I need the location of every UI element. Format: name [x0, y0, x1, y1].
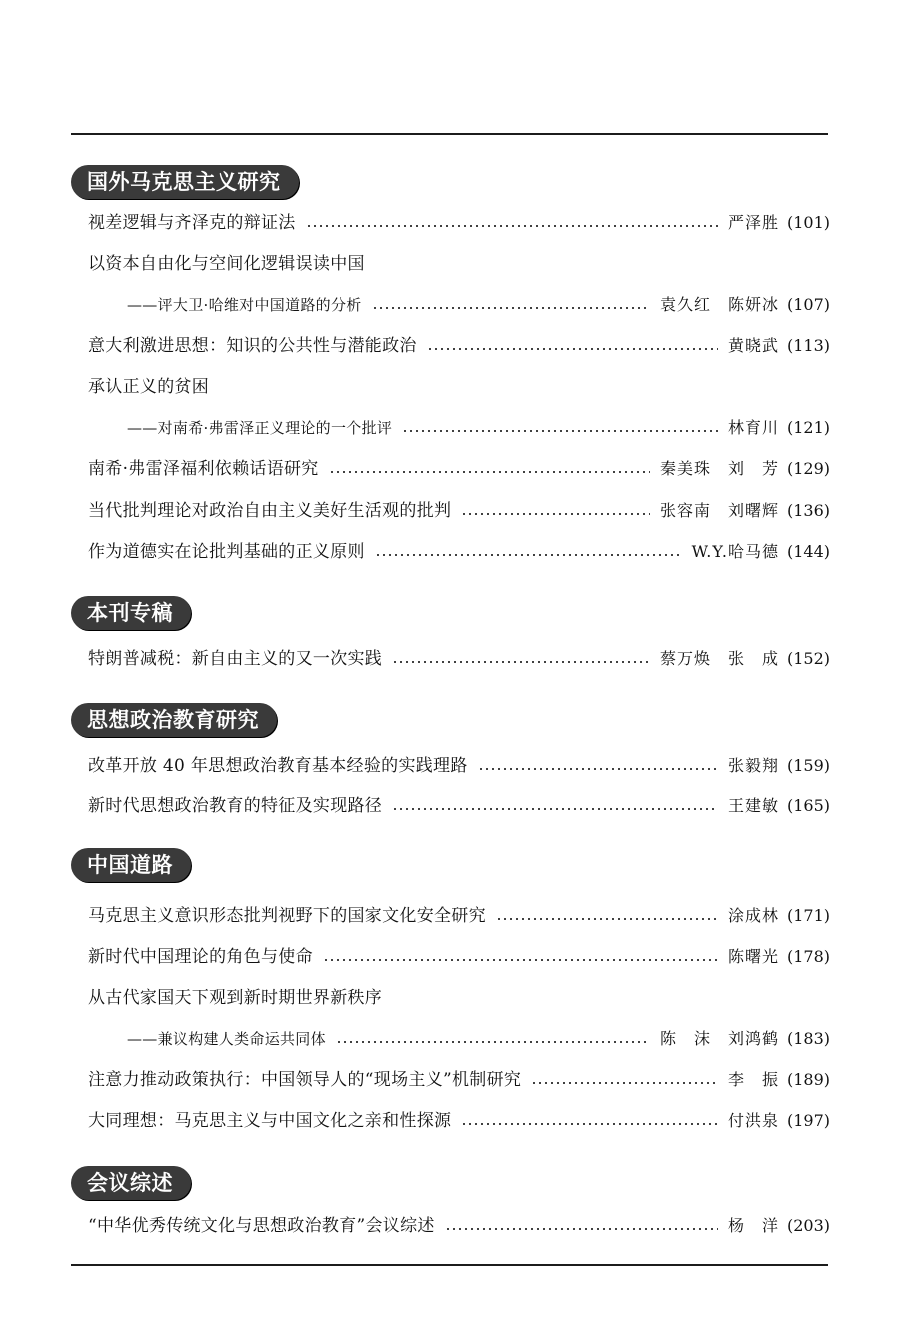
dot-leader [392, 661, 650, 663]
dot-leader [329, 471, 650, 473]
entry-author: 严泽胜 [727, 213, 779, 232]
section-tag-china-road: 中国道路 [71, 848, 191, 882]
entry-author: 蔡万焕 张 成 [659, 649, 779, 668]
dot-leader [478, 768, 718, 770]
entry-subtitle: ——兼议构建人类命运共同体 [127, 1030, 326, 1048]
entry-page: (171) [786, 906, 830, 925]
entry-title: 作为道德实在论批判基础的正义原则 [88, 542, 365, 562]
toc-entry[interactable] [88, 645, 830, 673]
entry-page: (107) [786, 295, 830, 314]
dot-leader [323, 959, 718, 961]
entry-author: 秦美珠 刘 芳 [659, 459, 779, 478]
toc-entry[interactable] [88, 943, 830, 971]
entry-title: “中华优秀传统文化与思想政治教育”会议综述 [88, 1216, 435, 1236]
entry-title: 当代批判理论对政治自由主义美好生活观的批判 [88, 501, 452, 521]
entry-page: (101) [786, 213, 830, 232]
entry-author: 杨 洋 [727, 1216, 779, 1235]
toc-entry[interactable] [88, 1066, 830, 1094]
entry-page: (136) [786, 501, 830, 520]
entry-page: (189) [786, 1070, 830, 1089]
dot-leader [375, 554, 682, 556]
dot-leader [306, 225, 718, 227]
toc-entry-subtitle[interactable] [127, 291, 830, 319]
toc-entry-subtitle[interactable] [127, 414, 830, 442]
entry-page: (113) [786, 336, 830, 355]
dot-leader [336, 1041, 650, 1043]
entry-page: (129) [786, 459, 830, 478]
dot-leader [392, 808, 718, 810]
section-tag-ideological-education: 思想政治教育研究 [71, 703, 277, 737]
entry-title: 马克思主义意识形态批判视野下的国家文化安全研究 [88, 906, 486, 926]
top-rule [71, 133, 828, 135]
entry-author: 黄晓武 [727, 336, 779, 355]
entry-author: 李 振 [727, 1070, 779, 1089]
entry-title: 新时代中国理论的角色与使命 [88, 947, 313, 967]
dot-leader [372, 307, 650, 309]
entry-subtitle: ——对南希·弗雷泽正义理论的一个批评 [127, 419, 393, 437]
toc-entry[interactable] [88, 538, 830, 566]
entry-title: 注意力推动政策执行：中国领导人的“现场主义”机制研究 [88, 1070, 522, 1090]
entry-page: (178) [786, 947, 830, 966]
entry-page: (183) [786, 1029, 830, 1048]
dot-leader [402, 430, 718, 432]
entry-page: (165) [786, 796, 830, 815]
toc-entry[interactable] [88, 455, 830, 483]
entry-page: (197) [786, 1111, 830, 1130]
entry-title: 南希·弗雷泽福利依赖话语研究 [88, 459, 319, 479]
entry-author: 林育川 [727, 418, 779, 437]
entry-author: 陈 沫 刘鸿鹤 [659, 1029, 779, 1048]
toc-entry[interactable] [88, 497, 830, 525]
entry-author: 涂成林 [727, 906, 779, 925]
bottom-rule [71, 1264, 828, 1266]
entry-title: 以资本自由化与空间化逻辑误读中国 [88, 254, 365, 274]
entry-title: 承认正义的贫困 [88, 377, 210, 397]
toc-entry[interactable] [88, 752, 830, 780]
section-tag-special-article: 本刊专稿 [71, 596, 191, 630]
toc-entry[interactable] [88, 209, 830, 237]
toc-entry[interactable] [88, 902, 830, 930]
toc-entry[interactable] [88, 984, 830, 1012]
section-tag-conference-review: 会议综述 [71, 1166, 191, 1200]
dot-leader [461, 1123, 718, 1125]
toc-entry[interactable] [88, 1212, 830, 1240]
toc-entry[interactable] [88, 250, 830, 278]
dot-leader [531, 1082, 718, 1084]
entry-title: 新时代思想政治教育的特征及实现路径 [88, 796, 383, 816]
entry-title: 视差逻辑与齐泽克的辩证法 [88, 213, 296, 233]
entry-author: 付洪泉 [727, 1111, 779, 1130]
entry-author: W.Y.哈马德 [691, 542, 779, 561]
dot-leader [461, 513, 650, 515]
entry-subtitle: ——评大卫·哈维对中国道路的分析 [127, 296, 362, 314]
entry-author: 张毅翔 [727, 756, 779, 775]
entry-title: 意大利激进思想：知识的公共性与潜能政治 [88, 336, 417, 356]
entry-page: (152) [786, 649, 830, 668]
toc-entry[interactable] [88, 373, 830, 401]
toc-entry-subtitle[interactable] [127, 1025, 830, 1053]
toc-entry[interactable] [88, 1107, 830, 1135]
entry-title: 特朗普减税：新自由主义的又一次实践 [88, 649, 383, 669]
entry-title: 大同理想：马克思主义与中国文化之亲和性探源 [88, 1111, 452, 1131]
entry-page: (121) [786, 418, 830, 437]
entry-author: 王建敏 [727, 796, 779, 815]
entry-author: 陈曙光 [727, 947, 779, 966]
entry-author: 袁久红 陈妍冰 [659, 295, 779, 314]
entry-title: 从古代家国天下观到新时期世界新秩序 [88, 988, 383, 1008]
entry-page: (203) [786, 1216, 830, 1235]
entry-page: (159) [786, 756, 830, 775]
entry-page: (144) [786, 542, 830, 561]
toc-entry[interactable] [88, 792, 830, 820]
entry-title: 改革开放 40 年思想政治教育基本经验的实践理路 [88, 756, 468, 776]
section-tag-foreign-marxism: 国外马克思主义研究 [71, 165, 299, 199]
dot-leader [427, 348, 718, 350]
toc-entry[interactable] [88, 332, 830, 360]
dot-leader [445, 1228, 718, 1230]
entry-author: 张容南 刘曙辉 [659, 501, 779, 520]
dot-leader [496, 918, 718, 920]
